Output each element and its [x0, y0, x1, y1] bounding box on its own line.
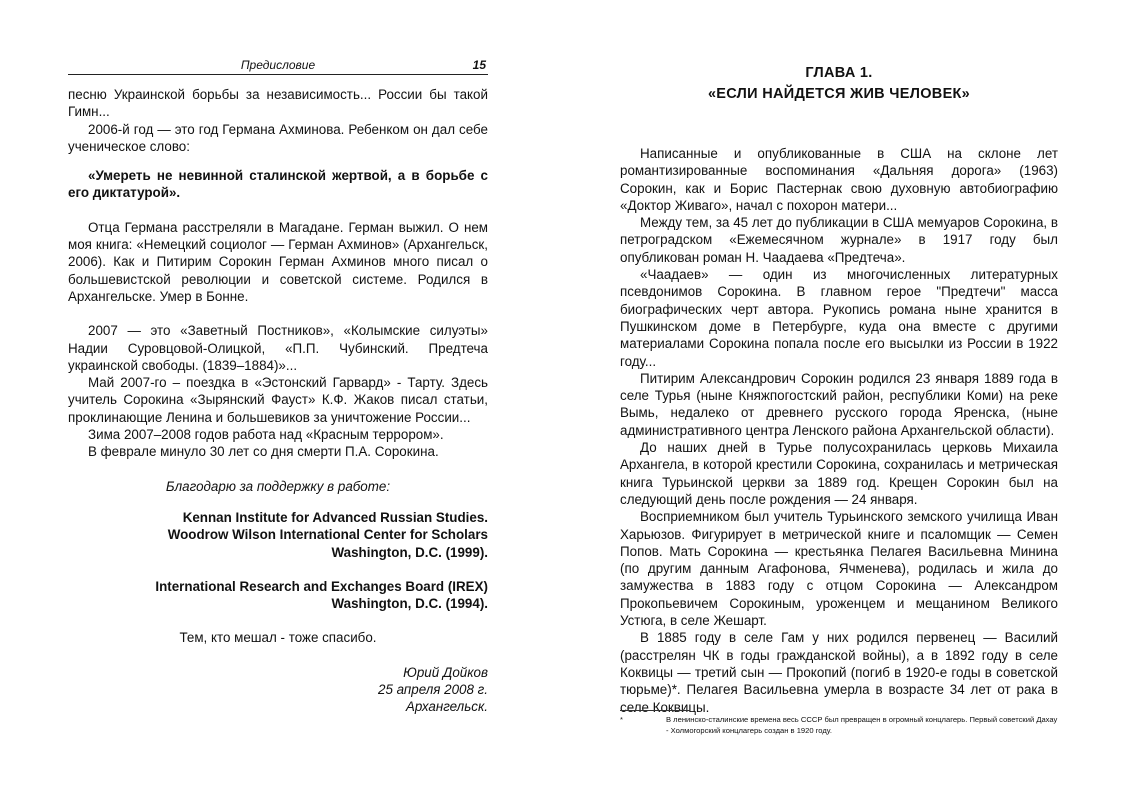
org-line: International Research and Exchanges Board (IREX) — [155, 578, 488, 594]
paragraph: «Чаадаев» — один из многочисленных литературных псевдонимов Сорокина. В главном герое "Предтечи" масса биографических черт автора. Рукопись романа ныне хранится в Пушкинском доме в Петербурге, куда она вместе с другими материалами Сорокина попала после его высылки из России в 1922 году... — [620, 267, 1058, 369]
organization-block-kennan — [68, 509, 488, 561]
paragraph: 2006-й год — это год Германа Ахминова. Ребенком он дал себе ученическое слово: — [68, 121, 488, 154]
chapter-heading — [620, 63, 1058, 105]
paragraph: Между тем, за 45 лет до публикации в США мемуаров Сорокина, в петроградском «Ежемесячном журнале» в 1917 году был опубликован роман Н. Чаадаева «Предтеча». — [620, 215, 1058, 265]
paragraph: Май 2007-го – поездка в «Эстонский Гарвард» - Тарту. Здесь учитель Сорокина «Зырянский Фауст» К.Ф. Жаков писал статьи, проклинающие Ленина и большевиков за уничтожение России... — [68, 375, 488, 425]
org-line: Washington, D.C. (1994). — [331, 596, 488, 612]
paragraph: Питирим Александрович Сорокин родился 23 января 1889 года в селе Турья (ныне Княжпогостский район, республики Коми) на реке Вымь, недалеко от древнего русского города Яренска, (ныне административного центра Ленского района Архангельской области). — [620, 370, 1058, 438]
paragraph: Отца Германа расстреляли в Магадане. Герман выжил. О нем моя книга: «Немецкий социолог — Герман Ахминов» (Архангельск, 2006). Как и Питирим Сорокин Герман Ахминов много писал о большевистской революции и советской системе. Родился в Архангельске. Умер в Бонне. — [68, 219, 488, 304]
header-title: Предисловие — [240, 58, 316, 72]
left-text-column — [68, 86, 488, 716]
org-line: Woodrow Wilson International Center for Scholars — [167, 527, 488, 543]
footnote-mark: * — [620, 715, 623, 724]
paragraph: Зима 2007–2008 годов работа над «Красным террором». — [88, 427, 444, 443]
footnote — [620, 714, 1058, 736]
footnote-text: В ленинско-сталинские времена весь СССР был превращен в огромный концлагерь. Первый советский Дахау - Холмогорский концлагерь создан в 1920 году. — [666, 715, 1058, 735]
chapter-title: «ЕСЛИ НАЙДЕТСЯ ЖИВ ЧЕЛОВЕК» — [707, 86, 971, 102]
chapter-number: ГЛАВА 1. — [805, 65, 873, 81]
sign-place: Архангельск. — [405, 699, 488, 715]
paragraph: Восприемником был учитель Турьинского земского училища Иван Харьюзов. Фигурирует в метрической книге и псаломщик — Семен Попов. Мать Сорокина — крестьянка Пелагея Васильевна Минина (по другим данным Агафонова, Ячменева), родилась и жила до замужества в 1883 году с отцом Сорокина — Александром Прокопьевичем Сорокиным, уроженцем и мещанином Великого Устюга, в селе Жешарт. — [620, 509, 1058, 629]
paragraph: До наших дней в Турье полусохранилась церковь Михаила Архангела, в которой крестили Сорокина, сохранилась и метрическая книга Турьинской церкви за 1889 год. Крещен Сорокин был на следующий день после рождения — 24 января. — [620, 440, 1058, 507]
organization-block-irex — [68, 578, 488, 613]
page-number: 15 — [472, 58, 486, 72]
paragraph: песню Украинской борьбы за независимость... России бы такой Гимн... — [68, 87, 488, 120]
closing-line: Тем, кто мешал - тоже спасибо. — [179, 630, 377, 646]
right-page — [564, 0, 1128, 800]
paragraph: В феврале минуло 30 лет со дня смерти П.А. Сорокина. — [88, 444, 439, 460]
org-line: Washington, D.C. (1999). — [331, 544, 488, 560]
footnote-divider — [620, 710, 690, 711]
paragraph: В 1885 году в селе Гам у них родился первенец — Василий (расстрелян ЧК в годы гражданской войны), а в 1892 году в селе Коквицы — третий сын — Прокопий (погиб в 1920-е годы в советской тюрьме)*. Пелагея Васильевна умерла в возрасте 34 лет от рака в селе Коквицы. — [620, 630, 1058, 715]
running-header — [68, 58, 488, 75]
sign-date: 25 апреля 2008 г. — [378, 682, 488, 698]
paragraph: 2007 — это «Заветный Постников», «Колымские силуэты» Надии Суровцовой-Олицкой, «П.П. Чубинский. Предтеча украинской свободы. (1839–1884)»... — [68, 323, 488, 373]
org-line: Kennan Institute for Advanced Russian Studies. — [182, 509, 488, 525]
signature-block — [68, 664, 488, 716]
author-name: Юрий Дойков — [403, 664, 488, 680]
paragraph: Написанные и опубликованные в США на склоне лет романтизированные воспоминания «Дальняя дорога» (1963) Сорокин, как и Борис Пастернак свою духовную автобиографию «Доктор Живаго», начал с похорон матери... — [620, 146, 1058, 213]
acknowledgement-heading: Благодарю за поддержку в работе: — [165, 478, 391, 494]
right-text-column — [620, 145, 1058, 716]
bold-quote: «Умереть не невинной сталинской жертвой, а в борьбе с его диктатурой». — [68, 168, 488, 201]
